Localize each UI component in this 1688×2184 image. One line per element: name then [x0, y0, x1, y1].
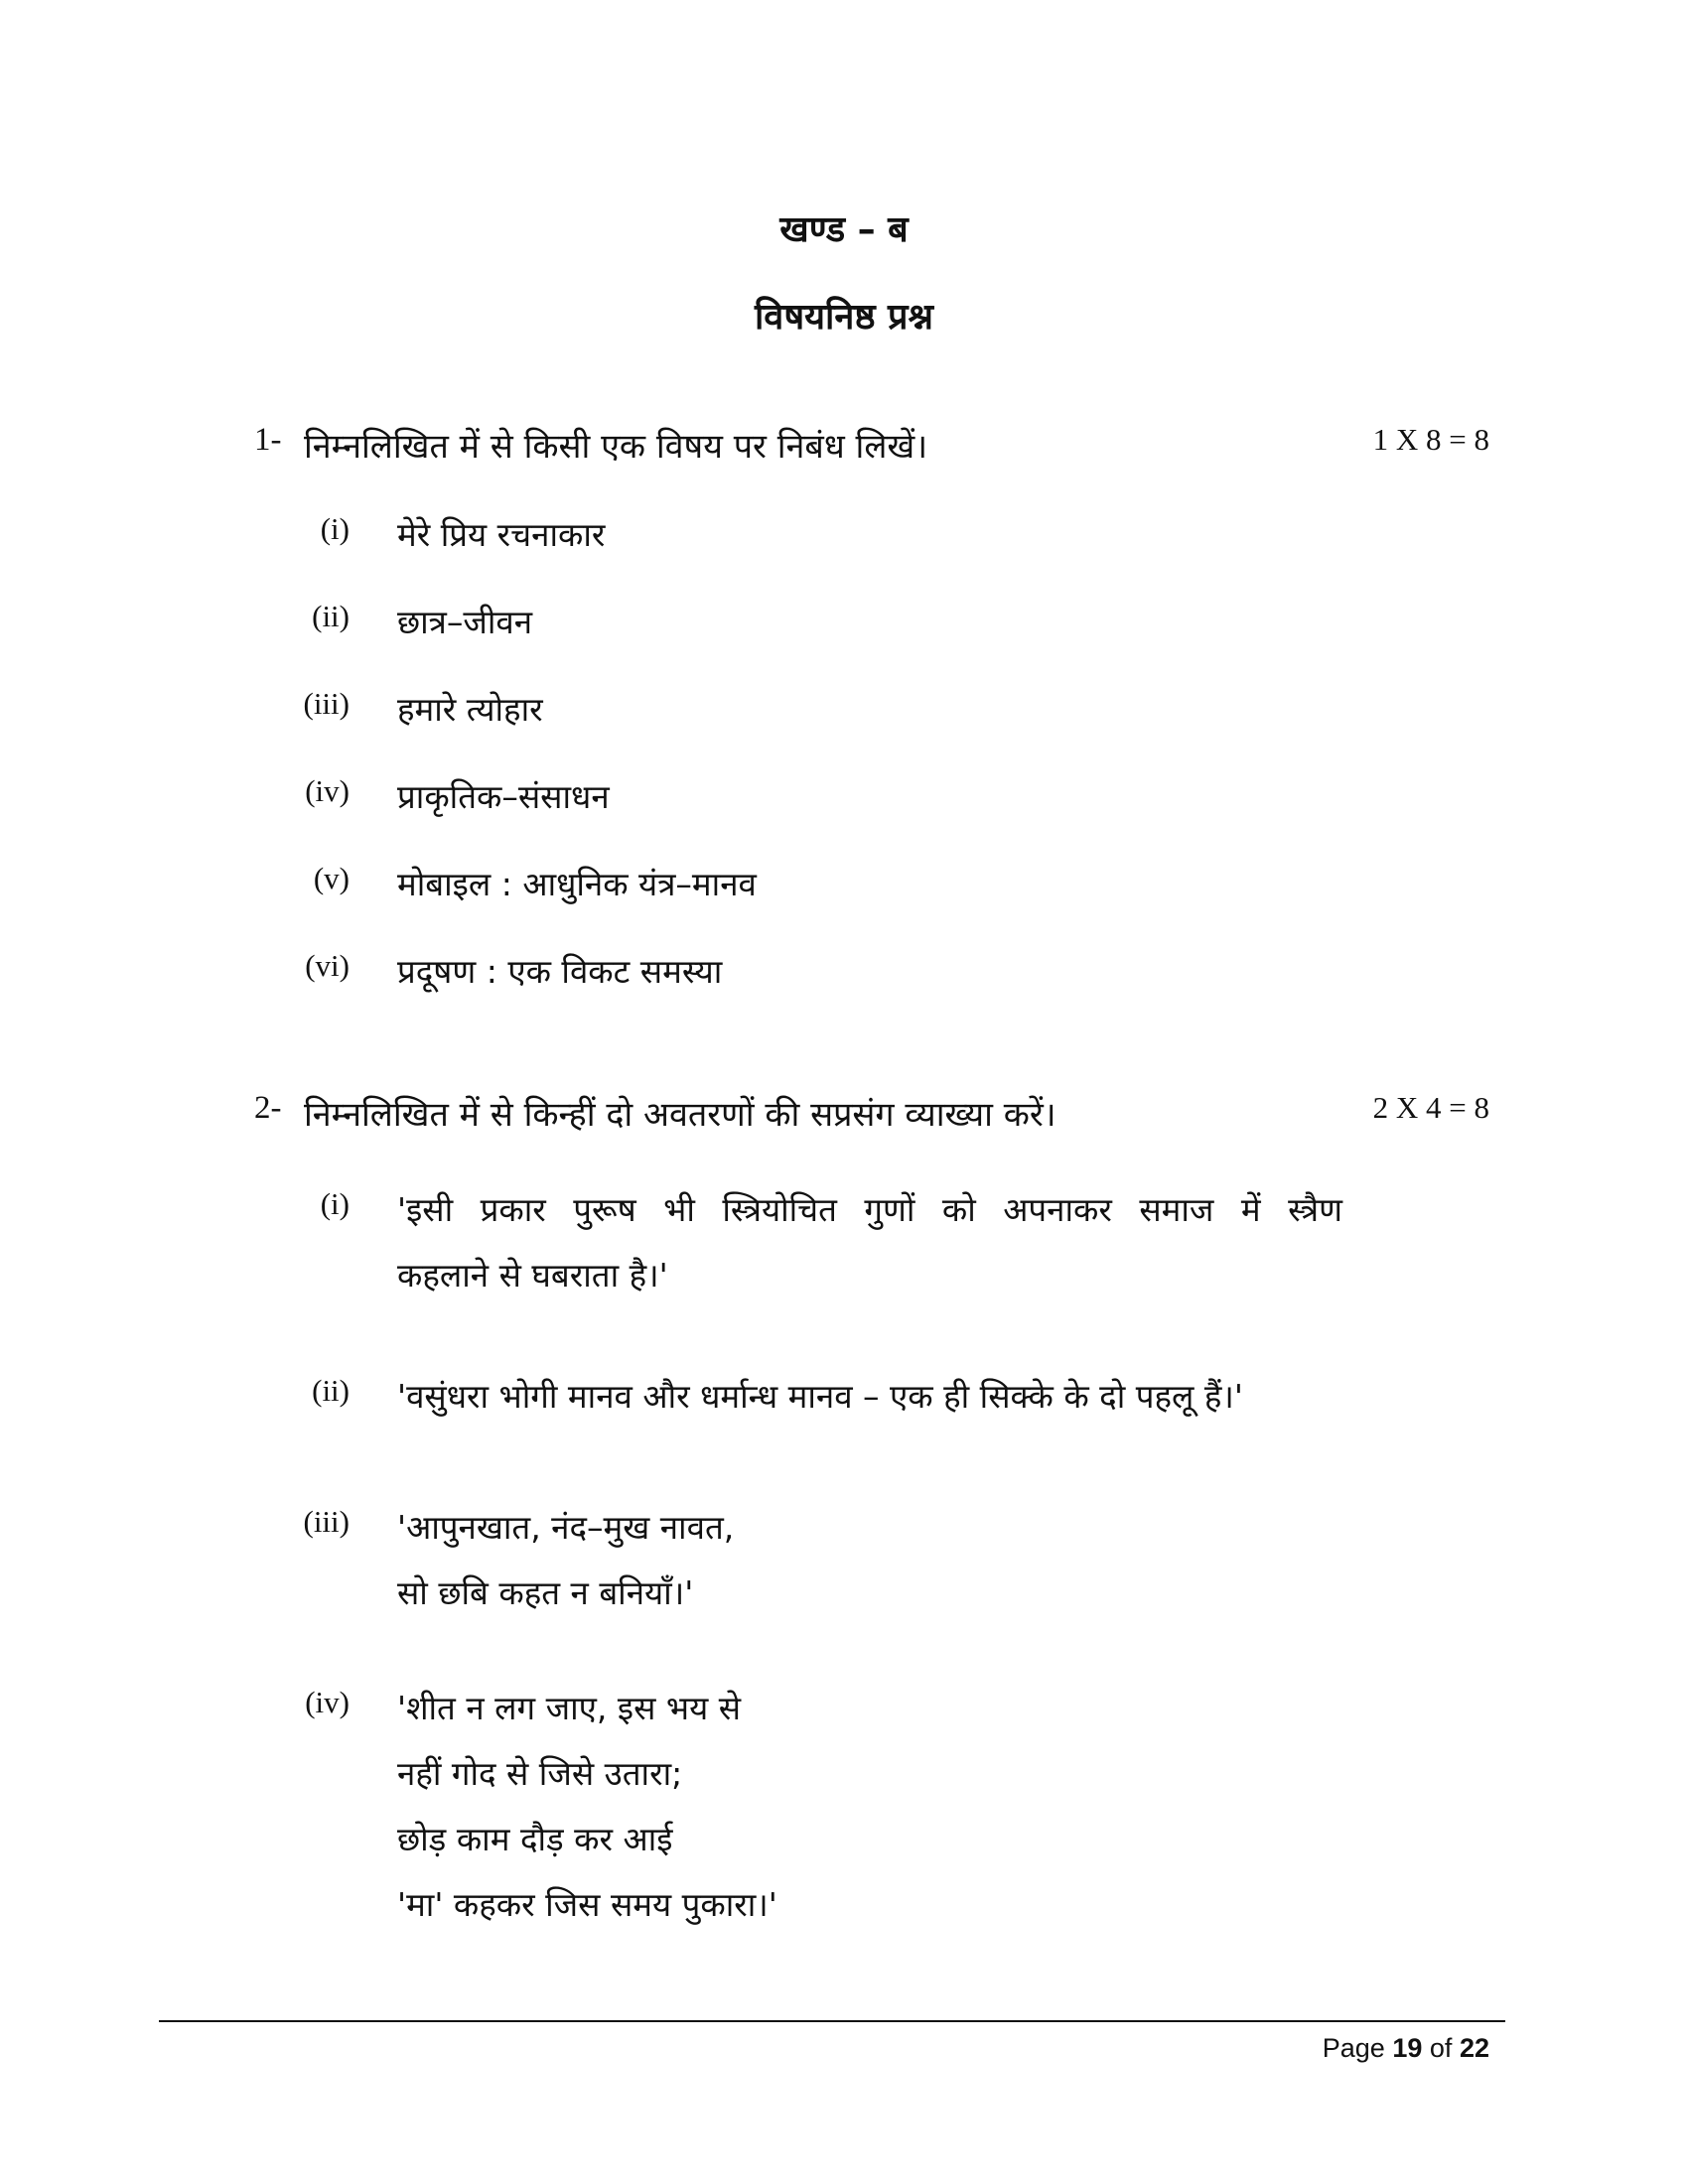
q2-passage-line-text: [397, 1186, 1342, 1231]
q1-item-text: हमारे त्योहार: [397, 690, 543, 729]
question-2-text: निम्नलिखित में से किन्हीं दो अवतरणों की सप्रसंग व्याख्या करें।: [304, 1095, 1056, 1135]
q1-item-text: प्रदूषण : एक विकट समस्या: [397, 952, 723, 991]
word: समाज: [1139, 1190, 1214, 1229]
total-pages: 22: [1459, 2033, 1489, 2063]
current-page: 19: [1392, 2033, 1423, 2063]
word: स्त्रियोचित: [722, 1190, 837, 1229]
q1-item-label: (i): [320, 511, 350, 546]
q1-item-text: मोबाइल : आधुनिक यंत्र–मानव: [397, 865, 757, 903]
section-title: खण्ड – ब: [779, 209, 909, 250]
q1-item-label: (iii): [303, 686, 350, 721]
q1-item-label: (v): [313, 861, 350, 895]
word: अपनाकर: [1003, 1190, 1112, 1229]
question-1-marks: 1 X 8 = 8: [1372, 422, 1489, 457]
q2-passage-line: छोड़ काम दौड़ कर आई: [397, 1820, 673, 1858]
q2-passage-line: 'मा' कहकर जिस समय पुकारा।': [397, 1885, 777, 1924]
q2-passage-line: 'शीत न लग जाए, इस भय से: [397, 1689, 742, 1727]
q1-item-text: छात्र–जीवन: [397, 603, 533, 641]
q2-passage-line: [397, 1186, 1342, 1252]
question-1-text: निम्नलिखित में से किसी एक विषय पर निबंध लिखें।: [304, 427, 928, 467]
word: गुणों: [864, 1190, 915, 1229]
word: को: [941, 1190, 976, 1229]
word: भी: [663, 1190, 695, 1229]
q2-passage-label: (iv): [305, 1685, 350, 1719]
q1-item-label: (iv): [305, 773, 350, 808]
q2-passage-line: कहलाने से घबराता है।': [397, 1256, 668, 1295]
question-2-marks: 2 X 4 = 8: [1372, 1090, 1489, 1125]
question-2-number: 2-: [254, 1090, 282, 1126]
footer-divider: [159, 2020, 1505, 2022]
page-word: Page: [1322, 2033, 1385, 2063]
q1-item-label: (ii): [312, 599, 350, 633]
q2-passage-line: सो छबि कहत न बनियाँ।': [397, 1573, 694, 1612]
q1-item-text: मेरे प्रिय रचनाकार: [397, 515, 606, 554]
q2-passage-label: (ii): [312, 1373, 350, 1408]
of-word: of: [1429, 2033, 1453, 2063]
q1-item-text: प्राकृतिक–संसाधन: [397, 777, 610, 816]
q2-passage-line: 'वसुंधरा भोगी मानव और धर्मान्ध मानव – एक ही सिक्के के दो पहलू हैं।': [397, 1377, 1243, 1416]
page-number: [1323, 2033, 1489, 2064]
word: स्त्रैण: [1288, 1190, 1342, 1229]
word: 'इसी: [397, 1190, 454, 1229]
word: प्रकार: [480, 1190, 546, 1229]
section-subtitle: विषयनिष्ठ प्रश्न: [754, 297, 933, 338]
q1-item-label: (vi): [305, 948, 350, 983]
word: पुरूष: [573, 1190, 636, 1229]
question-1-number: 1-: [254, 422, 282, 458]
q2-passage-label: (i): [320, 1186, 350, 1221]
q2-passage-line: 'आपुनखात, नंद–मुख नावत,: [397, 1508, 735, 1547]
q2-passage-line: नहीं गोद से जिसे उतारा;: [397, 1754, 683, 1793]
q2-passage-label: (iii): [303, 1504, 350, 1539]
word: में: [1240, 1190, 1261, 1229]
